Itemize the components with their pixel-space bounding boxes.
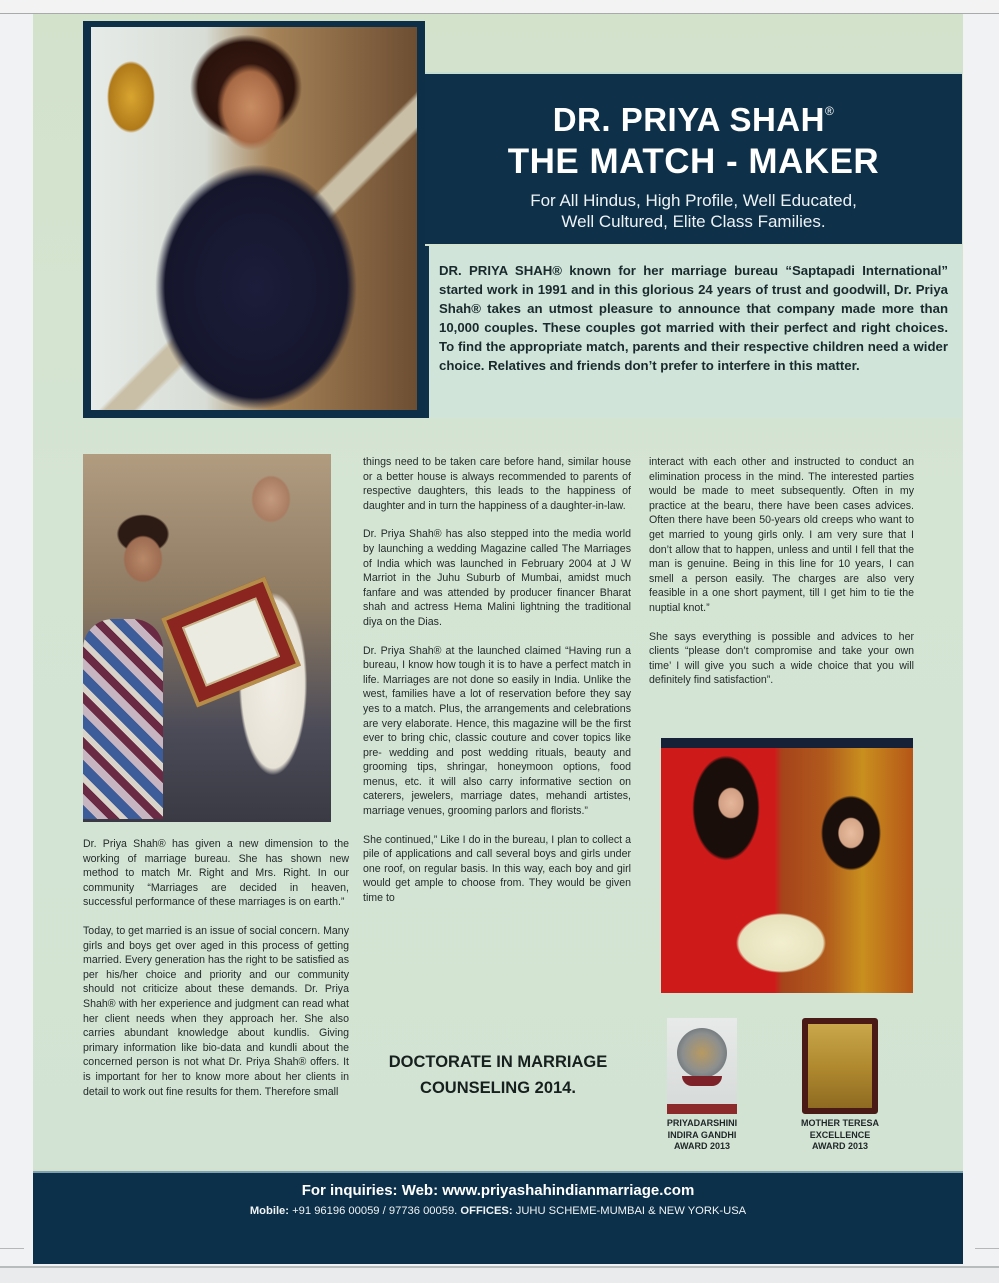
mobile-numbers: +91 96196 00059 / 97736 00059. [292,1205,458,1217]
doctorate-line-1: DOCTORATE IN MARRIAGE [388,1053,608,1071]
page-subtitle-heading: THE MATCH - MAKER [507,142,880,181]
article-column-1 [83,837,349,1113]
article-paragraph: Today, to get married is an issue of social concern. Many girls and boys get over aged in this process of getting married. Every generation has the right to be satisfied as per his/her choice and priority and our community should not criticize about these demands. Dr. Priya Shah® with her experience and judgment can read what her client needs when they approach her. She also carries abundant knowledge about kundlis. Giving primary information like bio-data and kundli about the concerned person is not what Dr. Priya Shah® offers. It is important for her to know more about her clients in detail to work out fine results for them. Therefore small [83,924,349,1098]
award-label-line: MOTHER TERESA [800,1118,879,1128]
registered-mark: ® [824,104,835,118]
framed-award-graphic [161,577,301,708]
article-column-3 [649,455,914,702]
article-paragraph: Dr. Priya Shah® has also stepped into the media world by launching a wedding Magazine called The Marriages of India which was launched in February 2004 at J W Marriot in the Juhu Suburb of Mumbai, amidst much fanfare and was attended by producer financer Bharat shah and actress Hema Malini lightning the traditional diya on the Dias. [363,528,631,628]
hero-portrait-photo [83,21,425,418]
article-paragraph: things need to be taken care before hand, similar house or a better house is always recommended to parents of respective daughters, this leads to the happiness of daughter and in turn the happiness of a daughter-in-law. [363,456,631,512]
tagline [425,190,962,232]
award-label-line: AWARD 2013 [673,1141,731,1151]
article-paragraph: interact with each other and instructed to conduct an elimination process in the mind. The interested parties would be made to meet subsequently. Often in my practice at the bearu, there have been cases advices. Often there have been 50-years old creeps who want to get married to young girls only. I am very sure that I don’t allow that to happen, unless and until I fell that the man is genuine. Being in this line for 10 years, I can smell a person easily. The charges are also very feasible in a one short payment, till I get him to tie the nuptial knot.” [649,456,914,614]
article-column-2 [363,455,631,920]
viewer-bottom-bar [0,1266,999,1283]
page-title [425,92,962,139]
inquiries-label: For inquiries: Web: [301,1182,439,1199]
doctorate-heading [363,1049,633,1101]
article-paragraph: She says everything is possible and advices to her clients “please don’t compromise and take your own time’ I will give you such a wide choice that you will definitely find satisfaction”. [649,630,914,687]
tagline-line-2: Well Cultured, Elite Class Families. [561,212,826,231]
mobile-label: Mobile: [249,1205,289,1217]
award-label-line: INDIRA GANDHI [667,1129,737,1140]
magazine-launch-photo [661,738,913,993]
website-link[interactable]: www.priyashahindianmarriage.com [442,1182,695,1199]
tagline-line-1: For All Hindus, High Profile, Well Educated, [530,191,857,210]
award-event-photo [83,454,331,822]
plaque-icon [802,1018,878,1114]
offices-label: OFFICES: [460,1205,513,1217]
title-banner [425,72,962,244]
trophy-icon [667,1018,737,1114]
award-label-line: PRIYADARSHINI [666,1118,738,1128]
article-paragraph: Dr. Priya Shah® at the launched claimed “Having run a bureau, I know how tough it is to have a perfect match in life. Marriages are not done so easily in India. Unlike the west, families have a lot of reservation before they say yes to a match. Plus, the arrangements and celebrations are very elaborate. Hence, this magazine will be the first ever to bring chic, classic couture and cover topics like pre- wedding and post wedding rituals, beauty and grooming tips, shringar, honeymoon options, food menus, etc. it will also carry informative section on caterers, jewelers, marriage dates, mehandi artistes, marriage venues, grooming parlors and florists.” [363,644,631,818]
article-paragraph: Dr. Priya Shah® has given a new dimension to the working of marriage bureau. She has shown new method to match Mr. Right and Mrs. Right. In our community “Marriages are decided in heaven, successful performance of these marriages is on earth.” [83,838,349,909]
contact-line [33,1203,963,1219]
doctorate-line-2: COUNSELING 2014. [420,1079,576,1097]
intro-paragraph: DR. PRIYA SHAH® known for her marriage bureau “Saptapadi International” started work in 1991 and in this glorious 24 years of trust and goodwill, Dr. Priya Shah® takes an utmost pleasure to announce that company made more than 10,000 couples. These couples got married with their perfect and right choices. To find the appropriate match, parents and their respective children need a wider choice. Relatives and friends don’t prefer to interfere in this matter. [439,263,948,373]
award-label-line: EXCELLENCE [809,1129,871,1140]
intro-box [425,246,962,418]
shawl-graphic [83,619,163,819]
portrait-image [91,27,417,410]
title-name: DR. PRIYA SHAH [552,101,825,138]
award-mother-teresa [790,1018,890,1153]
advertisement-page [33,14,963,1264]
offices-locations: JUHU SCHEME-MUMBAI & NEW YORK-USA [515,1205,747,1217]
contact-footer [33,1171,963,1264]
page-edge-rule-right [975,1248,999,1249]
article-paragraph: She continued,” Like I do in the bureau, I plan to collect a pile of applications and call several boys and girls under one roof, on regular basis. In this way, each boy and girl would get ample to choose from. They would be given time to [363,833,631,905]
viewer-top-bar [0,0,999,14]
award-priyadarshini [647,1018,757,1153]
award-label-line: AWARD 2013 [811,1141,869,1151]
page-edge-rule-left [0,1248,24,1249]
inquiries-line [33,1181,963,1201]
